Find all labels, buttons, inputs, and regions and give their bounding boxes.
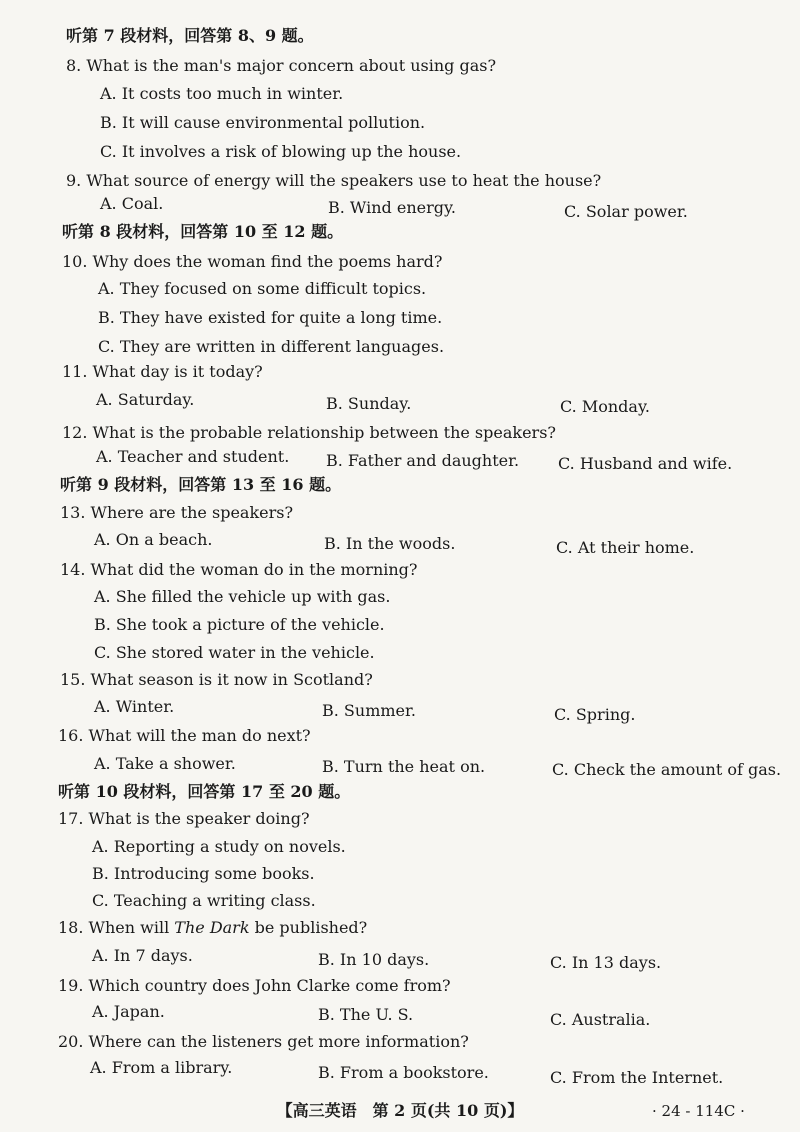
q9-option-a: A. Coal. xyxy=(100,194,164,213)
q14-option-a: A. She filled the vehicle up with gas. xyxy=(94,587,391,606)
question-18-end: be published? xyxy=(249,918,368,937)
paper-code: · 24 - 114C · xyxy=(652,1102,745,1120)
section-heading-7: 听第 7 段材料，回答第 8、9 题。 xyxy=(66,26,314,45)
q8-option-a: A. It costs too much in winter. xyxy=(100,84,344,103)
question-9: 9. What source of energy will the speakers use to heat the house? xyxy=(66,171,602,190)
q19-option-b: B. The U. S. xyxy=(318,1005,414,1024)
question-15: 15. What season is it now in Scotland? xyxy=(60,670,373,689)
book-title: The Dark xyxy=(174,918,250,937)
question-14: 14. What did the woman do in the morning? xyxy=(60,560,418,579)
q15-option-b: B. Summer. xyxy=(322,701,416,720)
q12-option-c: C. Husband and wife. xyxy=(558,454,733,473)
q18-option-c: C. In 13 days. xyxy=(550,953,662,972)
q9-option-b: B. Wind energy. xyxy=(328,198,456,217)
q11-option-c: C. Monday. xyxy=(560,397,650,416)
section-heading-9: 听第 9 段材料，回答第 13 至 16 题。 xyxy=(60,475,342,494)
q10-option-c: C. They are written in different languages. xyxy=(98,337,445,356)
question-18 xyxy=(58,918,367,938)
q15-option-a: A. Winter. xyxy=(94,697,175,716)
q14-option-b: B. She took a picture of the vehicle. xyxy=(94,615,385,634)
section-heading-10: 听第 10 段材料，回答第 17 至 20 题。 xyxy=(58,782,351,801)
question-8: 8. What is the man's major concern about using gas? xyxy=(66,56,497,75)
q10-option-b: B. They have existed for quite a long time. xyxy=(98,308,443,327)
q8-option-b: B. It will cause environmental pollution. xyxy=(100,113,426,132)
q8-option-c: C. It involves a risk of blowing up the house. xyxy=(100,142,462,161)
q18-option-b: B. In 10 days. xyxy=(318,950,430,969)
q13-option-a: A. On a beach. xyxy=(94,530,213,549)
q15-option-c: C. Spring. xyxy=(554,705,636,724)
q16-option-c: C. Check the amount of gas. xyxy=(552,760,782,779)
q13-option-c: C. At their home. xyxy=(556,538,695,557)
page-footer: 【高三英语 第 2 页(共 10 页)】 xyxy=(276,1101,524,1120)
q19-option-c: C. Australia. xyxy=(550,1010,651,1029)
q11-option-a: A. Saturday. xyxy=(96,390,195,409)
question-19: 19. Which country does John Clarke come from? xyxy=(58,976,451,995)
question-10: 10. Why does the woman find the poems hard? xyxy=(62,252,443,271)
q17-option-c: C. Teaching a writing class. xyxy=(92,891,316,910)
q19-option-a: A. Japan. xyxy=(92,1002,165,1021)
section-heading-8: 听第 8 段材料，回答第 10 至 12 题。 xyxy=(62,222,344,241)
q13-option-b: B. In the woods. xyxy=(324,534,456,553)
q20-option-c: C. From the Internet. xyxy=(550,1068,724,1087)
q12-option-a: A. Teacher and student. xyxy=(96,447,290,466)
q17-option-b: B. Introducing some books. xyxy=(92,864,315,883)
question-12: 12. What is the probable relationship between the speakers? xyxy=(62,423,556,442)
q20-option-a: A. From a library. xyxy=(90,1058,233,1077)
question-20: 20. Where can the listeners get more information? xyxy=(58,1032,469,1051)
q16-option-a: A. Take a shower. xyxy=(94,754,236,773)
question-18-start: 18. When will xyxy=(58,918,175,937)
q11-option-b: B. Sunday. xyxy=(326,394,412,413)
q18-option-a: A. In 7 days. xyxy=(92,946,193,965)
q14-option-c: C. She stored water in the vehicle. xyxy=(94,643,375,662)
question-13: 13. Where are the speakers? xyxy=(60,503,294,522)
q10-option-a: A. They focused on some difficult topics. xyxy=(98,279,427,298)
q12-option-b: B. Father and daughter. xyxy=(326,451,520,470)
question-17: 17. What is the speaker doing? xyxy=(58,809,310,828)
q9-option-c: C. Solar power. xyxy=(564,202,688,221)
question-16: 16. What will the man do next? xyxy=(58,726,311,745)
q16-option-b: B. Turn the heat on. xyxy=(322,757,486,776)
q17-option-a: A. Reporting a study on novels. xyxy=(92,837,346,856)
q20-option-b: B. From a bookstore. xyxy=(318,1063,489,1082)
question-11: 11. What day is it today? xyxy=(62,362,263,381)
